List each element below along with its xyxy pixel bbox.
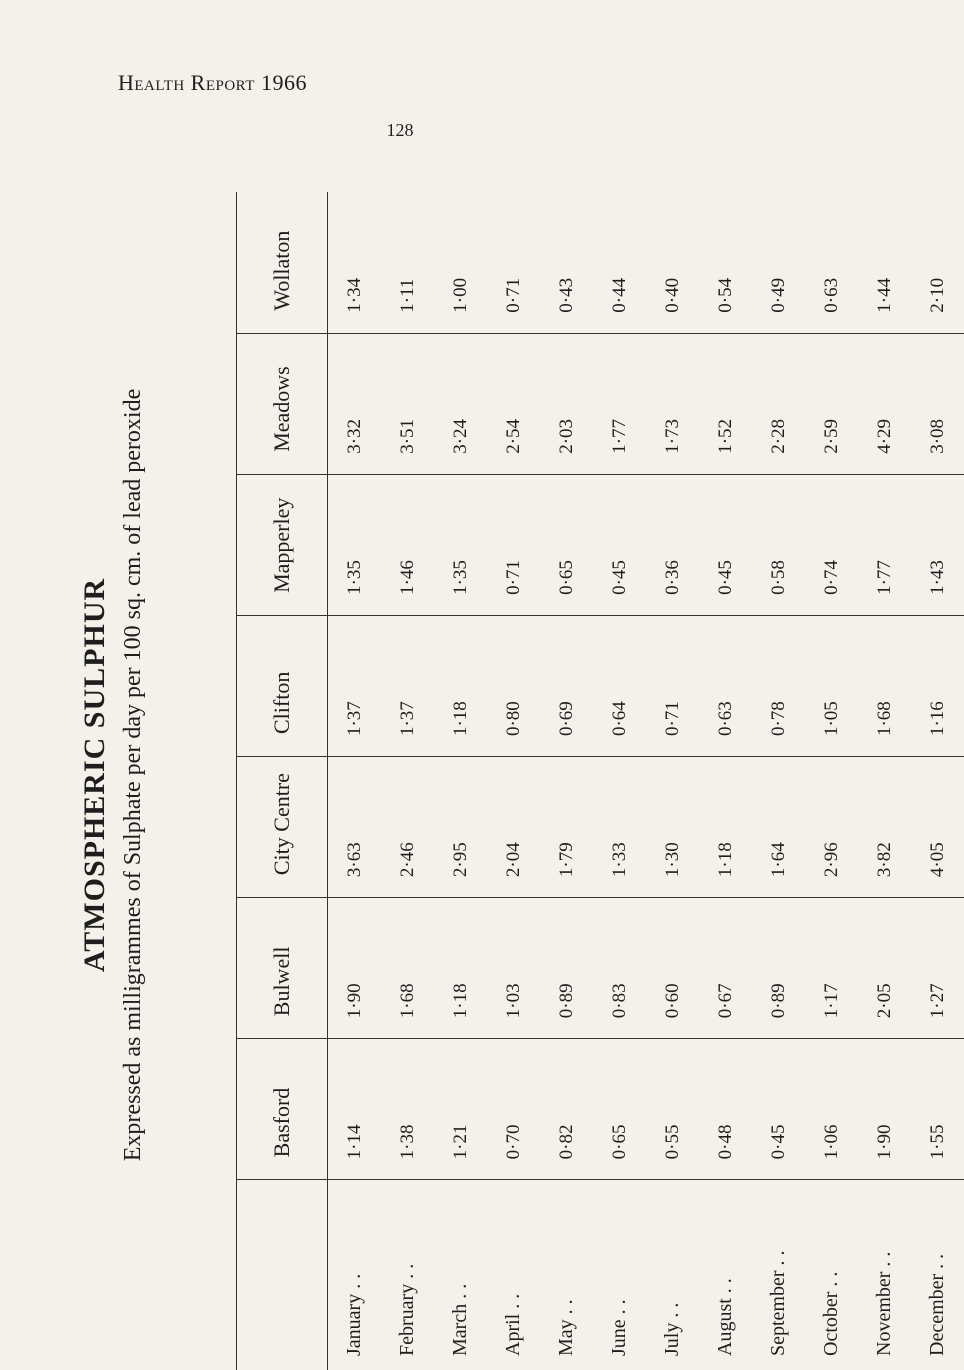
cell-bulwell: 1·27 bbox=[911, 898, 964, 1039]
sulphur-table bbox=[236, 192, 964, 1370]
table-row bbox=[699, 192, 752, 1370]
cell-bulwell: 1·68 bbox=[381, 898, 434, 1039]
cell-basford: 1·38 bbox=[381, 1039, 434, 1180]
cell-city-centre: 3·82 bbox=[858, 757, 911, 898]
cell-meadows: 2·59 bbox=[805, 333, 858, 474]
month-label: June . . bbox=[608, 1299, 630, 1356]
cell-bulwell: 0·89 bbox=[540, 898, 593, 1039]
cell-wollaton: 1·11 bbox=[381, 192, 434, 333]
cell-mapperley: 1·77 bbox=[858, 474, 911, 615]
cell-mapperley: 0·36 bbox=[646, 474, 699, 615]
table-row bbox=[381, 192, 434, 1370]
cell-mapperley: 0·45 bbox=[699, 474, 752, 615]
cell-meadows: 1·52 bbox=[699, 333, 752, 474]
table-title-block bbox=[60, 180, 230, 1370]
month-label: May . . bbox=[555, 1299, 577, 1356]
cell-clifton: 1·16 bbox=[911, 615, 964, 756]
cell-wollaton: 1·44 bbox=[858, 192, 911, 333]
table-row bbox=[858, 192, 911, 1370]
table-row bbox=[752, 192, 805, 1370]
cell-meadows: 2·03 bbox=[540, 333, 593, 474]
cell-meadows: 3·08 bbox=[911, 333, 964, 474]
table-row bbox=[911, 192, 964, 1370]
cell-wollaton: 0·44 bbox=[593, 192, 646, 333]
cell-meadows: 3·51 bbox=[381, 333, 434, 474]
cell-clifton: 1·68 bbox=[858, 615, 911, 756]
cell-clifton: 1·37 bbox=[381, 615, 434, 756]
running-head: Health Report 1966 bbox=[118, 70, 307, 95]
cell-meadows: 1·77 bbox=[593, 333, 646, 474]
header-bulwell: Bulwell bbox=[237, 898, 328, 1039]
header-basford: Basford bbox=[237, 1039, 328, 1180]
month-label: January . . bbox=[328, 1180, 382, 1370]
cell-city-centre: 4·05 bbox=[911, 757, 964, 898]
cell-bulwell: 0·83 bbox=[593, 898, 646, 1039]
cell-basford: 0·70 bbox=[487, 1039, 540, 1180]
cell-city-centre: 2·04 bbox=[487, 757, 540, 898]
table-subtitle: Expressed as milligrammes of Sulphate per day per 100 sq. cm. of lead peroxide bbox=[120, 388, 146, 1162]
cell-wollaton: 2·10 bbox=[911, 192, 964, 333]
cell-city-centre: 2·96 bbox=[805, 757, 858, 898]
header-wollaton: Wollaton bbox=[237, 192, 328, 333]
cell-mapperley: 1·35 bbox=[328, 474, 382, 615]
cell-meadows: 2·54 bbox=[487, 333, 540, 474]
page-number: 128 bbox=[386, 120, 414, 140]
cell-city-centre: 2·46 bbox=[381, 757, 434, 898]
cell-clifton: 0·78 bbox=[752, 615, 805, 756]
header-clifton: Clifton bbox=[237, 615, 328, 756]
rotated-table-block bbox=[60, 180, 948, 1370]
cell-wollaton: 0·63 bbox=[805, 192, 858, 333]
cell-clifton: 0·71 bbox=[646, 615, 699, 756]
cell-wollaton: 0·54 bbox=[699, 192, 752, 333]
cell-basford: 1·14 bbox=[328, 1039, 382, 1180]
cell-city-centre: 1·79 bbox=[540, 757, 593, 898]
cell-bulwell: 0·67 bbox=[699, 898, 752, 1039]
table-title: ATMOSPHERIC SULPHUR bbox=[78, 577, 111, 973]
cell-wollaton: 0·71 bbox=[487, 192, 540, 333]
cell-meadows: 2·28 bbox=[752, 333, 805, 474]
cell-bulwell: 0·60 bbox=[646, 898, 699, 1039]
cell-mapperley: 0·74 bbox=[805, 474, 858, 615]
cell-mapperley: 0·45 bbox=[593, 474, 646, 615]
cell-clifton: 1·37 bbox=[328, 615, 382, 756]
header-month bbox=[237, 1180, 328, 1370]
cell-meadows: 1·73 bbox=[646, 333, 699, 474]
month-label: March . . bbox=[449, 1283, 471, 1356]
cell-mapperley: 1·46 bbox=[381, 474, 434, 615]
header-meadows: Meadows bbox=[237, 333, 328, 474]
cell-mapperley: 1·35 bbox=[434, 474, 487, 615]
month-label: September . . bbox=[767, 1250, 789, 1356]
cell-meadows: 3·32 bbox=[328, 333, 382, 474]
cell-clifton: 0·64 bbox=[593, 615, 646, 756]
table-row bbox=[593, 192, 646, 1370]
cell-bulwell: 2·05 bbox=[858, 898, 911, 1039]
cell-meadows: 3·24 bbox=[434, 333, 487, 474]
cell-clifton: 0·80 bbox=[487, 615, 540, 756]
table-row bbox=[434, 192, 487, 1370]
cell-bulwell: 1·03 bbox=[487, 898, 540, 1039]
header-row bbox=[237, 192, 328, 1370]
cell-basford: 0·65 bbox=[593, 1039, 646, 1180]
cell-basford: 1·06 bbox=[805, 1039, 858, 1180]
month-label: November . . bbox=[873, 1251, 895, 1356]
cell-mapperley: 0·58 bbox=[752, 474, 805, 615]
cell-basford: 0·55 bbox=[646, 1039, 699, 1180]
month-label: October . . bbox=[820, 1271, 842, 1356]
month-label: August . . bbox=[714, 1278, 736, 1356]
cell-city-centre: 3·63 bbox=[328, 757, 382, 898]
cell-city-centre: 1·18 bbox=[699, 757, 752, 898]
cell-basford: 0·82 bbox=[540, 1039, 593, 1180]
month-label: April . . bbox=[502, 1293, 524, 1356]
cell-bulwell: 1·18 bbox=[434, 898, 487, 1039]
cell-basford: 1·90 bbox=[858, 1039, 911, 1180]
cell-clifton: 0·63 bbox=[699, 615, 752, 756]
month-label: February . . bbox=[396, 1263, 418, 1356]
cell-clifton: 1·05 bbox=[805, 615, 858, 756]
cell-bulwell: 1·17 bbox=[805, 898, 858, 1039]
cell-city-centre: 1·64 bbox=[752, 757, 805, 898]
cell-city-centre: 2·95 bbox=[434, 757, 487, 898]
cell-wollaton: 0·43 bbox=[540, 192, 593, 333]
cell-city-centre: 1·30 bbox=[646, 757, 699, 898]
cell-basford: 1·55 bbox=[911, 1039, 964, 1180]
table-row bbox=[805, 192, 858, 1370]
cell-city-centre: 1·33 bbox=[593, 757, 646, 898]
cell-basford: 0·48 bbox=[699, 1039, 752, 1180]
cell-mapperley: 0·71 bbox=[487, 474, 540, 615]
table-row bbox=[328, 192, 382, 1370]
cell-bulwell: 0·89 bbox=[752, 898, 805, 1039]
cell-mapperley: 1·43 bbox=[911, 474, 964, 615]
cell-wollaton: 0·40 bbox=[646, 192, 699, 333]
cell-basford: 0·45 bbox=[752, 1039, 805, 1180]
month-label: December . . bbox=[926, 1253, 948, 1356]
header-city-centre: City Centre bbox=[237, 757, 328, 898]
month-label: July . . bbox=[661, 1302, 683, 1356]
table-row bbox=[646, 192, 699, 1370]
cell-mapperley: 0·65 bbox=[540, 474, 593, 615]
cell-clifton: 1·18 bbox=[434, 615, 487, 756]
table-row bbox=[487, 192, 540, 1370]
cell-meadows: 4·29 bbox=[858, 333, 911, 474]
cell-wollaton: 1·00 bbox=[434, 192, 487, 333]
header-mapperley: Mapperley bbox=[237, 474, 328, 615]
cell-clifton: 0·69 bbox=[540, 615, 593, 756]
cell-bulwell: 1·90 bbox=[328, 898, 382, 1039]
table-row bbox=[540, 192, 593, 1370]
cell-wollaton: 1·34 bbox=[328, 192, 382, 333]
cell-wollaton: 0·49 bbox=[752, 192, 805, 333]
cell-basford: 1·21 bbox=[434, 1039, 487, 1180]
